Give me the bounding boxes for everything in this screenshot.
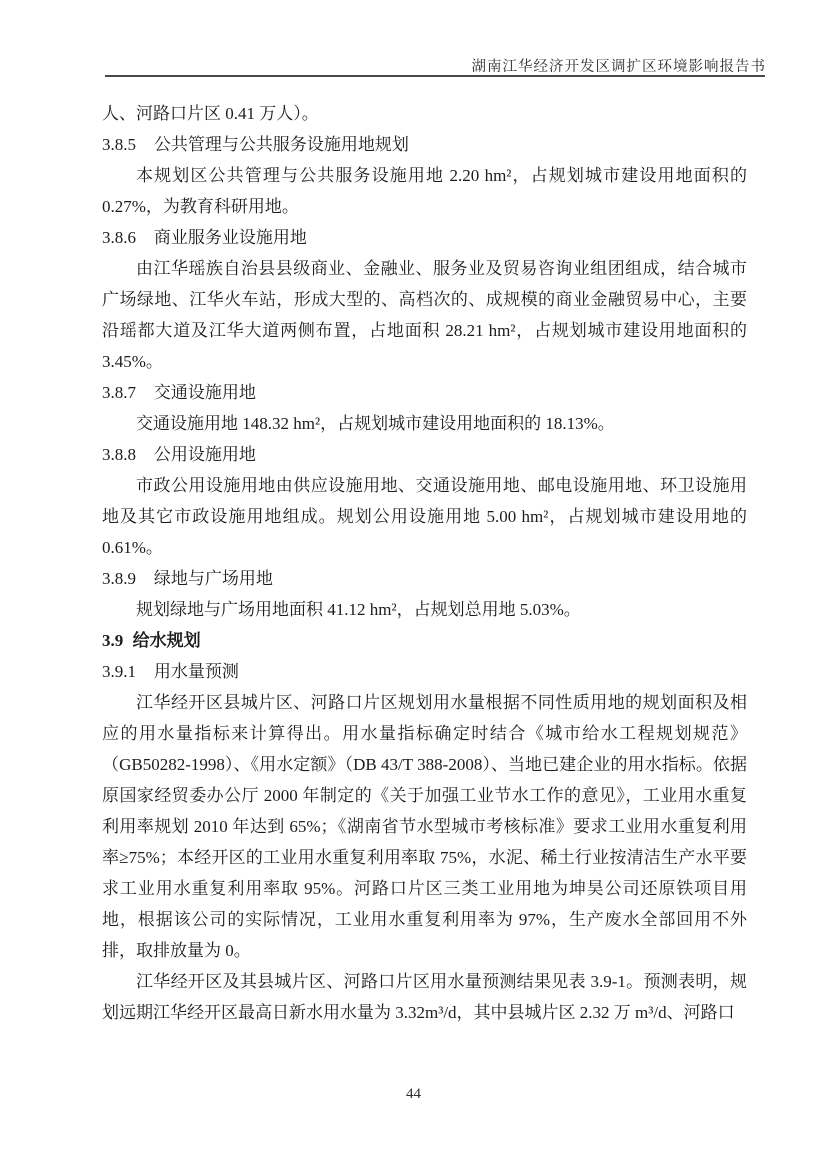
- heading-title: 公共管理与公共服务设施用地规划: [153, 135, 409, 154]
- heading-number: 3.8.8: [102, 445, 136, 464]
- paragraph: 市政公用设施用地由供应设施用地、交通设施用地、邮电设施用地、环卫设施用地及其它市政设施用地组成。规划公用设施用地 5.00 hm²，占规划城市建设用地的0.61%。: [102, 476, 747, 557]
- heading-number: 3.9: [102, 631, 124, 650]
- heading-3-8-5: [102, 129, 747, 160]
- heading-title: 绿地与广场用地: [153, 569, 273, 588]
- heading-title: 公用设施用地: [153, 445, 256, 464]
- heading-3-9-1: [102, 656, 747, 687]
- heading-number: 3.9.1: [102, 662, 136, 681]
- running-header: 湖南江华经济开发区调扩区环境影响报告书: [471, 59, 766, 75]
- heading-number: 3.8.7: [102, 383, 136, 402]
- paragraph-continuation: 人、河路口片区 0.41 万人）。: [102, 104, 319, 123]
- heading-3-9: [102, 625, 747, 656]
- paragraph: 本规划区公共管理与公共服务设施用地 2.20 hm²，占规划城市建设用地面积的0.27%，为教育科研用地。: [102, 166, 747, 216]
- paragraph: 由江华瑶族自治县县级商业、金融业、服务业及贸易咨询业组团组成，结合城市广场绿地、江华火车站，形成大型的、高档次的、成规模的商业金融贸易中心，主要沿瑶都大道及江华大道两侧布置，占地面积 28.21 hm²，占规划城市建设用地面积的3.45%。: [102, 259, 747, 371]
- heading-number: 3.8.6: [102, 228, 136, 247]
- heading-title: 用水量预测: [153, 662, 239, 681]
- paragraph: 规划绿地与广场用地面积 41.12 hm²，占规划总用地 5.03%。: [136, 600, 581, 619]
- page-number: 44: [406, 1086, 421, 1102]
- heading-3-8-6: [102, 222, 747, 253]
- page-content: [102, 98, 747, 1028]
- heading-3-8-8: [102, 439, 747, 470]
- heading-number: 3.8.5: [102, 135, 136, 154]
- paragraph: 交通设施用地 148.32 hm²，占规划城市建设用地面积的 18.13%。: [136, 414, 615, 433]
- heading-number: 3.8.9: [102, 569, 136, 588]
- header-rule: [105, 75, 765, 77]
- paragraph: 江华经开区县城片区、河路口片区规划用水量根据不同性质用地的规划面积及相应的用水量指标来计算得出。用水量指标确定时结合《城市给水工程规划规范》（GB50282-1998）、《用水定额》（DB 43/T 388-2008）、当地已建企业的用水指标。依据原国家经贸委办公厅 2000 年制定的《关于加强工业节水工作的意见》，工业用水重复利用率规划 2010 年达到 65%；《湖南省节水型城市考核标准》要求工业用水重复利用率≥75%；本经开区的工业用水重复利用率取 75%，水泥、稀土行业按清洁生产水平要求工业用水重复利用率取 95%。河路口片区三类工业用地为坤昊公司还原铁项目用地，根据该公司的实际情况，工业用水重复利用率为 97%，生产废水全部回用不外排，取排放量为 0。: [102, 693, 747, 960]
- heading-title: 给水规划: [132, 631, 201, 650]
- heading-title: 交通设施用地: [153, 383, 256, 402]
- heading-3-8-7: [102, 377, 747, 408]
- paragraph: 江华经开区及其县城片区、河路口片区用水量预测结果见表 3.9-1。预测表明，规划远期江华经开区最高日新水用水量为 3.32m³/d，其中县城片区 2.32 万 m³/d、河路口: [102, 972, 747, 1022]
- heading-title: 商业服务业设施用地: [153, 228, 307, 247]
- heading-3-8-9: [102, 563, 747, 594]
